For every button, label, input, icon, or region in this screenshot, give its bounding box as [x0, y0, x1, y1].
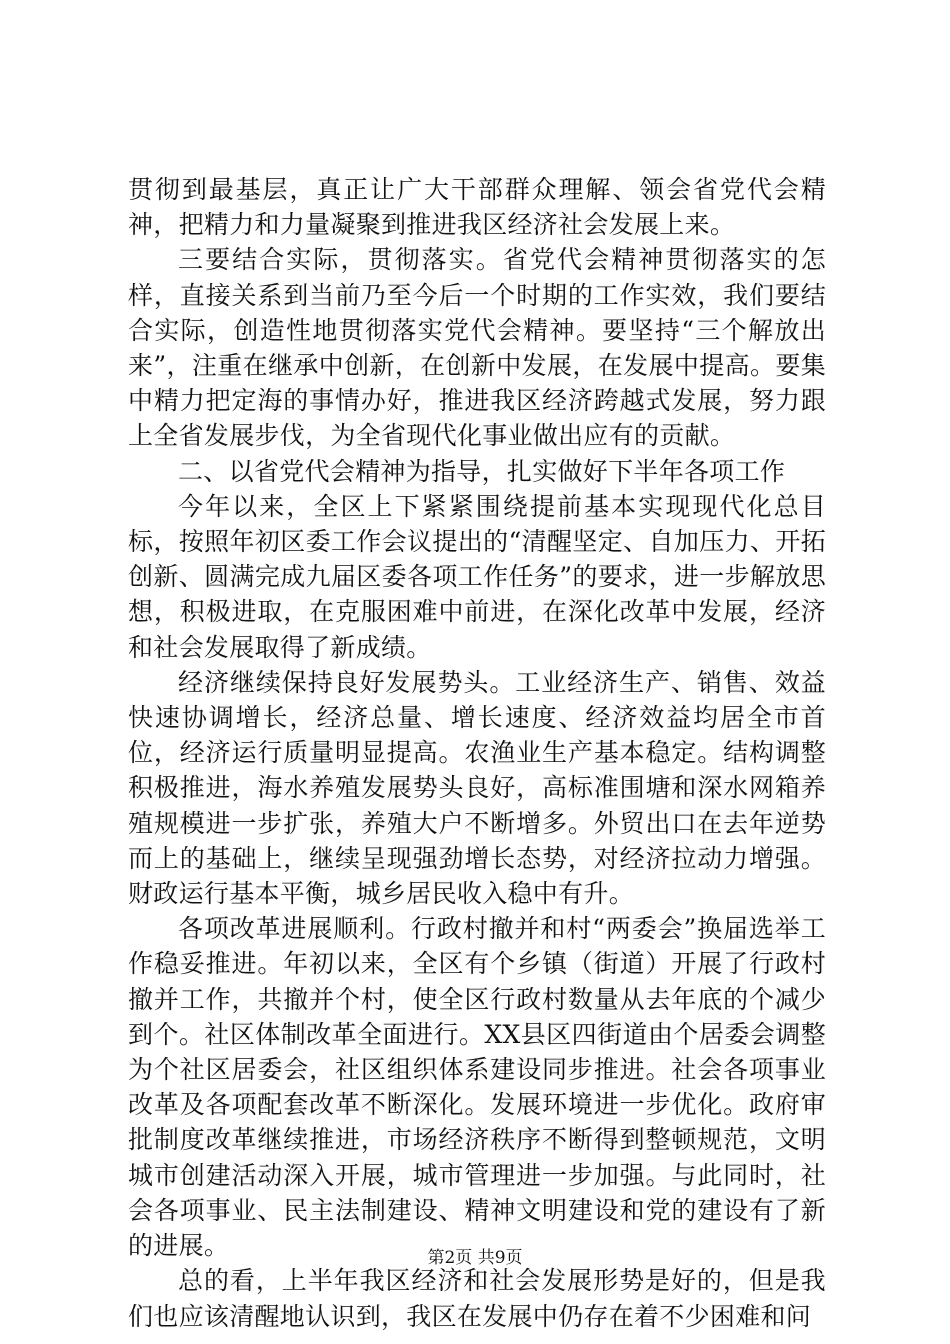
- section-heading: 二、以省党代会精神为指导，扎实做好下半年各项工作: [178, 456, 786, 486]
- paragraph-4: 经济继续保持良好发展势头。工业经济生产、销售、效益快速协调增长，经济总量、增长速度、经济效益均居全市首位，经济运行质量明显提高。农渔业生产基本稳定。结构调整积极推进，海水养殖发展势头良好，高标准围塘和深水网箱养殖规模进一步扩张，养殖大户不断增多。外贸出口在去年逆势而上的基础上，继续呈现强劲增长态势，对经济拉动力增强。财政运行基本平衡，城乡居民收入稳中有升。: [128, 667, 826, 909]
- paragraph-6: 总的看，上半年我区经济和社会发展形势是好的，但是我们也应该清醒地认识到，我区在发展中仍存在着不少困难和问: [128, 1266, 826, 1331]
- paragraph-2: 三要结合实际，贯彻落实。省党代会精神贯彻落实的怎样，直接关系到当前乃至今后一个时期的工作实效，我们要结合实际，创造性地贯彻落实党代会精神。要坚持“三个解放出来”，注重在继承中创新，在创新中发展，在发展中提高。要集中精力把定海的事情办好，推进我区经济跨越式发展，努力跟上全省发展步伐，为全省现代化事业做出应有的贡献。: [128, 245, 826, 451]
- document-body: [128, 172, 826, 1334]
- paragraph-5: 各项改革进展顺利。行政村撤并和村“两委会”换届选举工作稳妥推进。年初以来，全区有个乡镇（街道）开展了行政村撤并工作，共撤并个村，使全区行政村数量从去年底的个减少到个。社区体制改革全面进行。XX县区四街道由个居委会调整为个社区居委会，社区组织体系建设同步推进。社会各项事业改革及各项配套改革不断深化。发展环境进一步优化。政府审批制度改革继续推进，市场经济秩序不断得到整顿规范，文明城市创建活动深入开展，城市管理进一步加强。与此同时，社会各项事业、民主法制建设、精神文明建设和党的建设有了新的进展。: [128, 914, 826, 1261]
- page-number: 第2页 共9页: [427, 1248, 523, 1268]
- paragraph-3: 今年以来，全区上下紧紧围绕提前基本实现现代化总目标，按照年初区委工作会议提出的“清醒坚定、自加压力、开拓创新、圆满完成九届区委各项工作任务”的要求，进一步解放思想，积极进取，在克服困难中前进，在深化改革中发展，经济和社会发展取得了新成绩。: [128, 491, 826, 662]
- paragraph-1: 贯彻到最基层，真正让广大干部群众理解、领会省党代会精神，把精力和力量凝聚到推进我区经济社会发展上来。: [128, 175, 826, 240]
- page-footer: [0, 1247, 950, 1269]
